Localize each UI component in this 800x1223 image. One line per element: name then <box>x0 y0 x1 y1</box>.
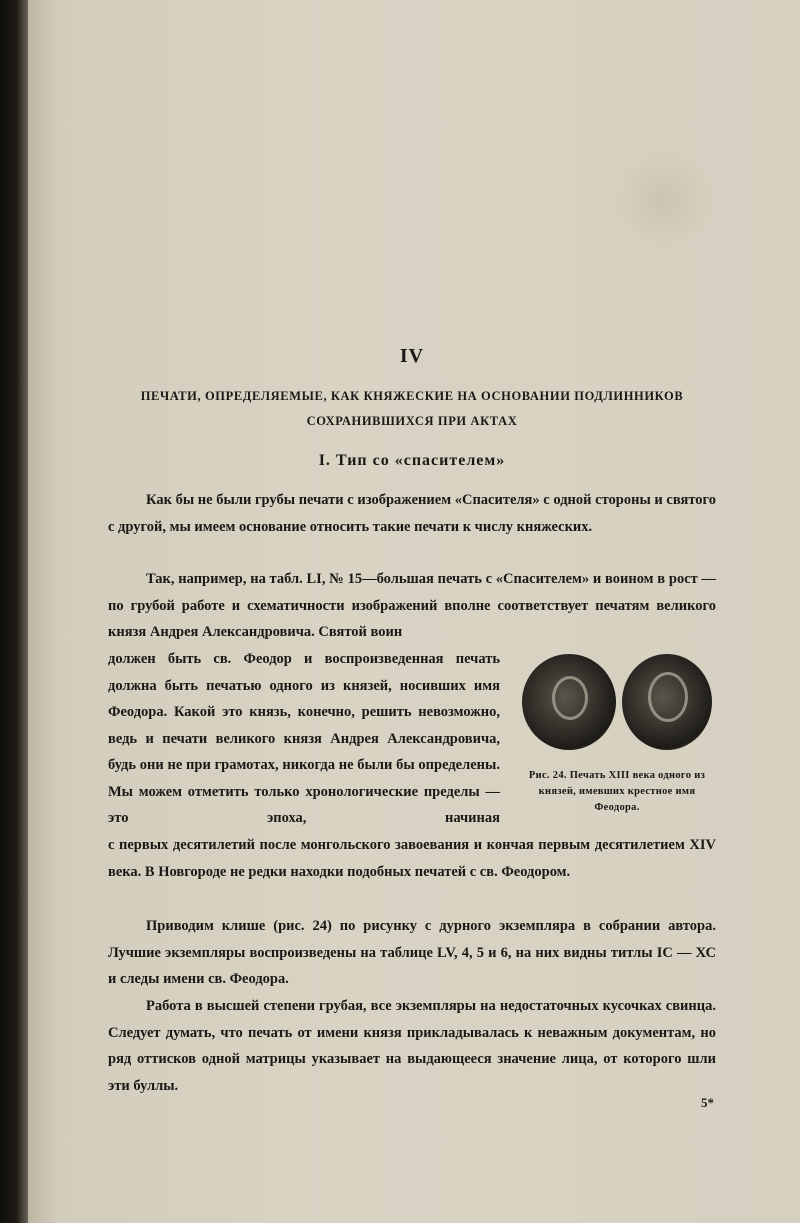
book-binding-edge <box>0 0 28 1223</box>
seal-figure-mark <box>552 676 588 720</box>
book-page <box>28 0 800 1223</box>
figure-24 <box>518 648 716 816</box>
seal-obverse-image <box>522 654 616 750</box>
chapter-heading-line-1: ПЕЧАТИ, ОПРЕДЕЛЯЕМЫЕ, КАК КНЯЖЕСКИЕ НА ОСНОВАНИИ ПОДЛИННИКОВ <box>140 389 684 403</box>
section-title: I. Тип со «спасителем» <box>318 452 506 469</box>
chapter-number: IV <box>399 345 425 367</box>
seal-reverse-image <box>622 654 712 750</box>
paragraph-1: Как бы не были грубы печати с изображением «Спасителя» с одной стороны и святого с другой, мы имеем основание относить такие печати к числу княжеских. <box>108 492 716 535</box>
figure-caption: Рис. 24. Печать XIII века одного из князей, имевших крестное имя Феодора. <box>528 770 706 813</box>
chapter-heading <box>108 384 716 434</box>
paragraph-4: Работа в высшей степени грубая, все экземпляры на недостаточных кусочках свинца. Следует думать, что печать от имени князя прикладывалась к неважным документам, но ряд оттисков одной матрицы указывает на выдающееся значение лица, от которого шли эти буллы. <box>108 998 716 1094</box>
paragraph-3: Приводим клише (рис. 24) по рисунку с дурного экземпляра в собрании автора. Лучшие экземпляры воспроизведены на таблице LV, 4, 5 и 6, на них видны титлы IС — ХС и следы имени св. Феодора. <box>108 918 716 987</box>
paragraph-2: Так, например, на табл. LI, № 15—большая печать с «Спасителем» и воином в рост — по грубой работе и схематичности изображений вполне соответствует печатям великого князя Андрея Александровича. Святой воин <box>108 571 716 640</box>
chapter-heading-line-2: СОХРАНИВШИХСЯ ПРИ АКТАХ <box>306 414 518 428</box>
page-number: 5* <box>701 1095 714 1110</box>
bleed-through-shadow <box>608 150 718 250</box>
seal-images <box>518 648 716 758</box>
paragraph-2-wrap: должен быть св. Феодор и воспроизведенная печать должна быть печатью одного из князей, носивших имя Феодора. Какой это князь, конечно, решить невозможно, ведь и печати великого князя Андрея Александровича, будь они не при грамотах, никогда не были бы определены. Мы можем отметить только хронологические пределы — это эпоха, начиная <box>108 651 500 826</box>
paragraph-2-continued: с первых десятилетий после монгольского завоевания и кончая первым десятилетием XIV века. В Новгороде не редки находки подобных печатей с св. Феодором. <box>108 837 716 880</box>
seal-figure-mark <box>648 672 688 722</box>
